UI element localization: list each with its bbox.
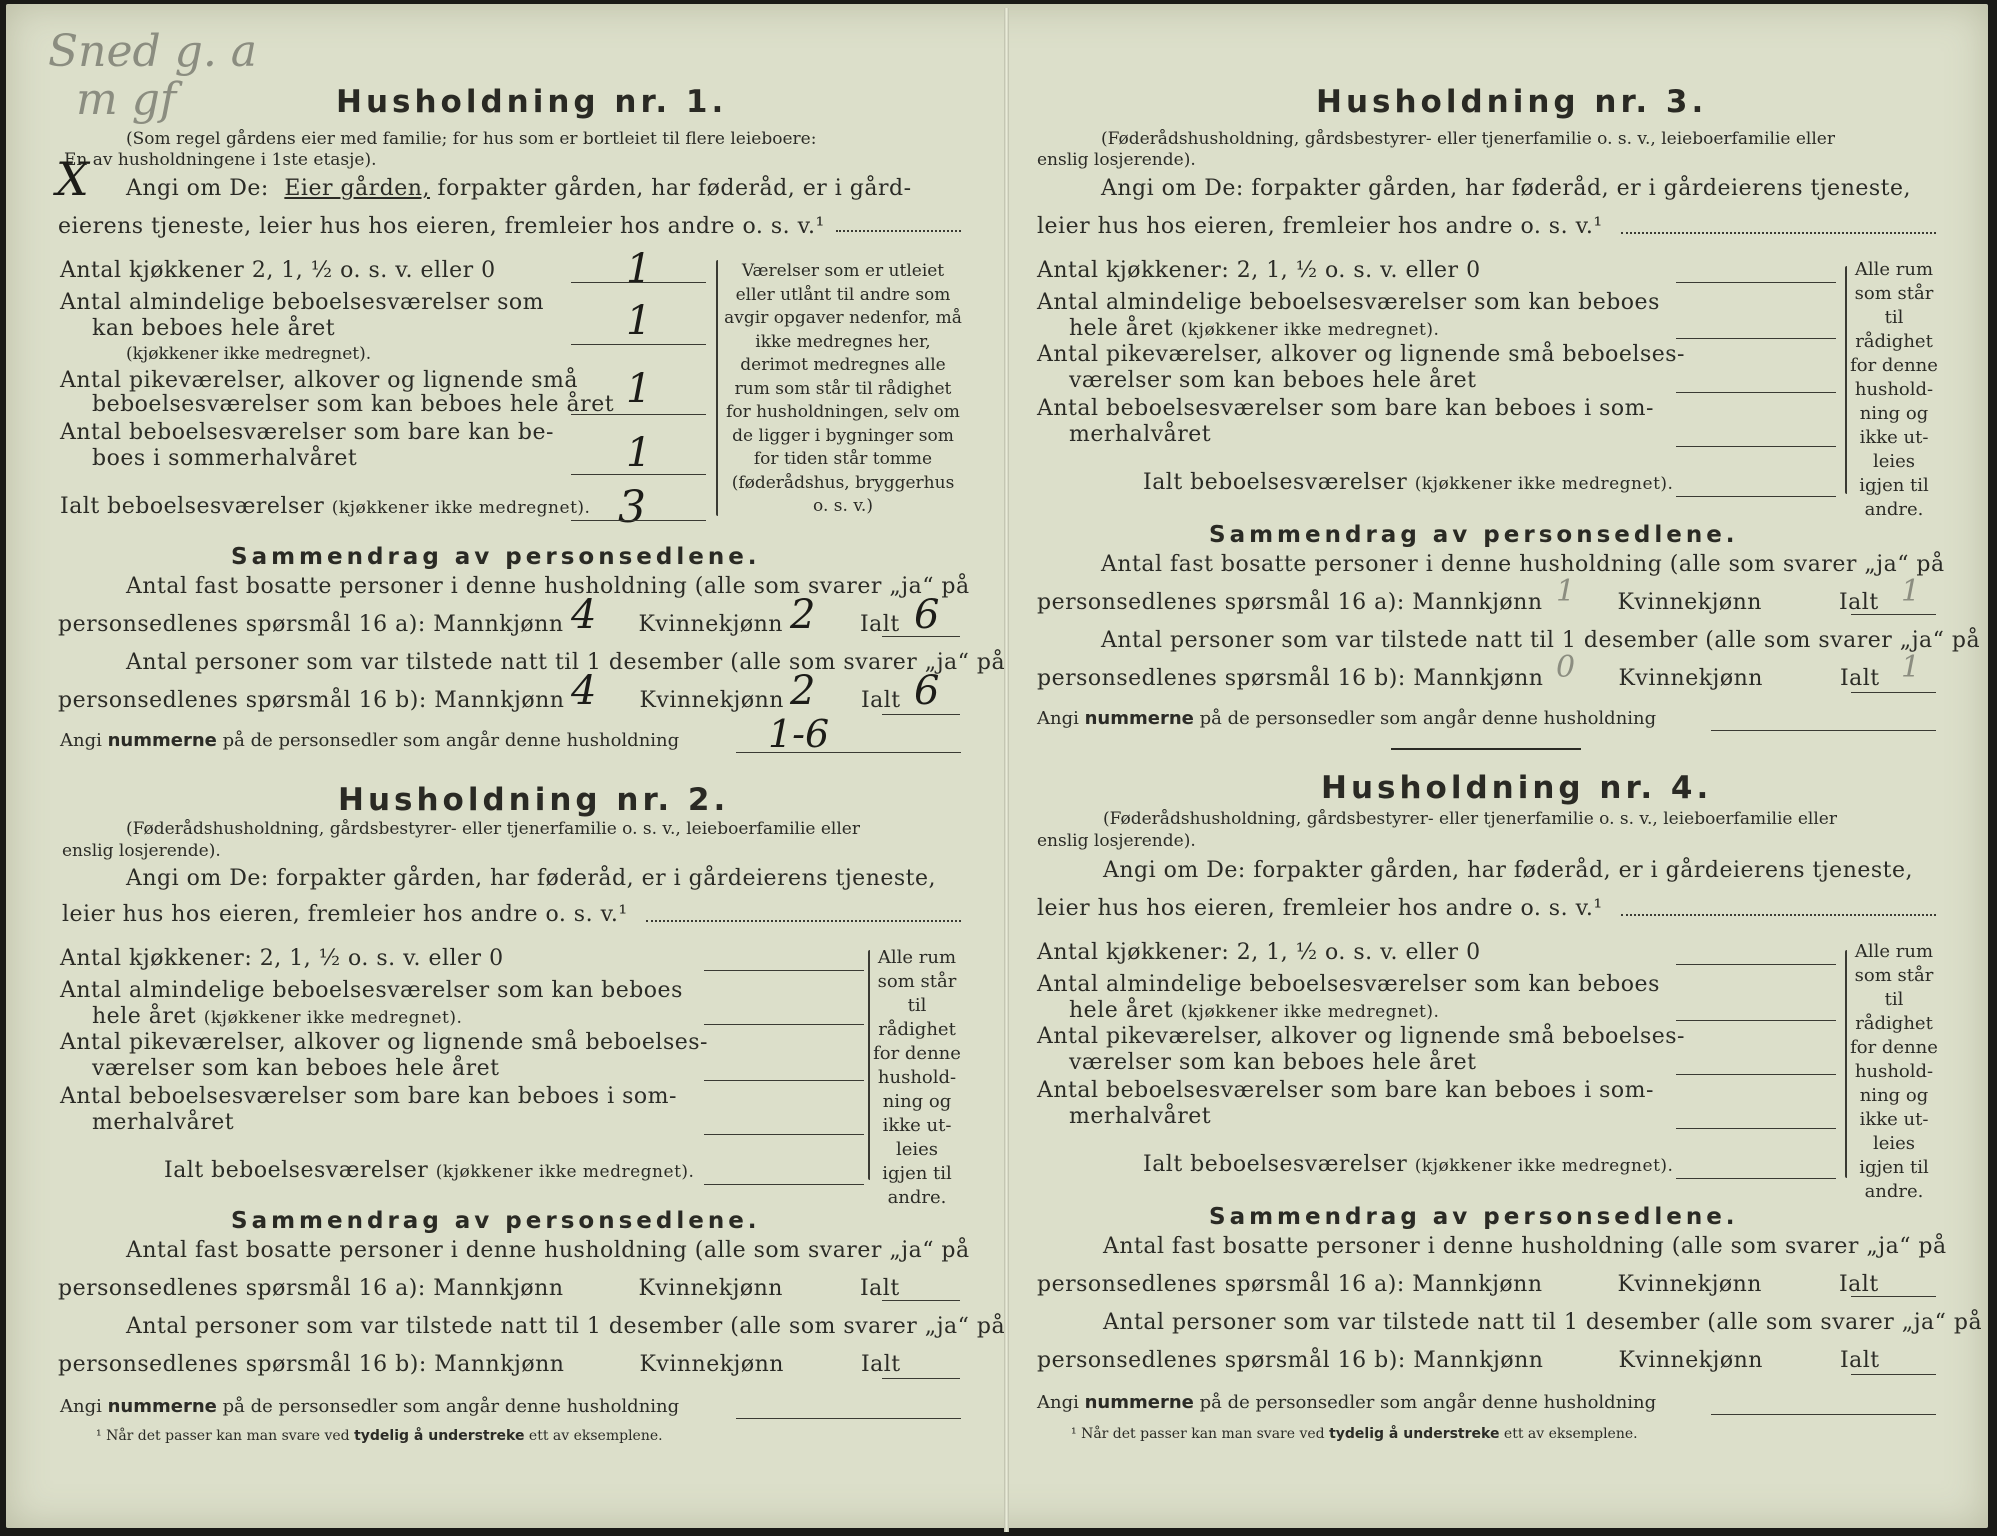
h3-s2-line1: Antal personer som var tilstede natt til 1 desember (alle som svarer „ja“ på [1101,628,1981,653]
h3-title: Husholdning nr. 3. [1316,84,1708,120]
h2-row1-label: Antal kjøkkener: 2, 1, ½ o. s. v. eller 0 [60,946,504,971]
h3-angi-line2: leier hus hos eieren, fremleier hos andre o. s. v.¹ [1037,214,1603,239]
h4-footnote: ¹ Når det passer kan man svare ved tydelig å understreke ett av eksemplene. [1071,1426,1638,1442]
h4-row2-label2: hele året (kjøkkener ikke medregnet). [1069,998,1440,1023]
h4-angi-line1: Angi om De: forpakter gården, har føderåd, er i gårdeierens tjeneste, [1103,858,1914,883]
h1-s1-line1: Antal fast bosatte personer i denne husholdning (alle som svarer „ja“ på [126,574,970,599]
h2-row4-label1: Antal beboelsesværelser som bare kan beboes i som- [60,1084,677,1109]
h3-note-line2: enslig losjerende). [1037,150,1196,170]
h3-row3-label2: værelser som kan beboes hele året [1069,368,1477,393]
h3-total-label: Ialt beboelsesværelser (kjøkkener ikke medregnet). [1143,470,1674,495]
h4-angi-line2: leier hus hos eieren, fremleier hos andre o. s. v.¹ [1037,896,1603,921]
h1-total-value: 3 [618,482,646,533]
h1-row4-label2: boes i sommerhalvåret [92,446,358,471]
h4-s1-line1: Antal fast bosatte personer i denne husholdning (alle som svarer „ja“ på [1103,1234,1947,1259]
h2-total-label: Ialt beboelsesværelser (kjøkkener ikke medregnet). [164,1158,695,1183]
h2-nummer-line: Angi nummerne på de personsedler som angår denne husholdning [60,1396,680,1417]
h1-total-label: Ialt beboelsesværelser (kjøkkener ikke medregnet). [60,494,591,519]
h4-note-line2: enslig losjerende). [1037,831,1196,851]
h3-row4-label2: merhalvåret [1069,422,1212,447]
h1-summary-title: Sammendrag av personsedlene. [231,544,761,570]
h1-angi-line2: eierens tjeneste, leier hus hos eieren, fremleier hos andre o. s. v.¹ [58,214,825,239]
h1-s1-kvinne: 2 [790,592,816,638]
h4-row4-label1: Antal beboelsesværelser som bare kan beboes i som- [1037,1078,1654,1103]
h4-total-label: Ialt beboelsesværelser (kjøkkener ikke medregnet). [1143,1152,1674,1177]
h1-note-line2: En av husholdningene i 1ste etasje). [64,150,377,170]
h1-s2-line1: Antal personer som var tilstede natt til 1 desember (alle som svarer „ja“ på [126,650,1006,675]
h3-bracket-text: Alle rum som står til rådighet for denne hushold-ning og ikke ut-leies igjen til andre. [1850,259,1938,520]
h1-check-mark: X [56,152,89,206]
h2-brace [868,950,870,1180]
h2-row4-label2: merhalvåret [92,1110,235,1135]
h4-row3-label1: Antal pikeværelser, alkover og lignende små beboelses- [1037,1024,1685,1049]
h2-note-line1: (Føderådshusholdning, gårdsbestyrer- eller tjenerfamilie o. s. v., leieboerfamilie eller [126,819,860,839]
h1-s1-ialt: 6 [914,592,940,638]
h4-nummer-line: Angi nummerne på de personsedler som angår denne husholdning [1037,1392,1657,1413]
pencil-note-line2: m gf [76,74,177,125]
h2-summary-title: Sammendrag av personsedlene. [231,1208,761,1234]
h1-angi-line1: Angi om De: Eier gården, forpakter gården, har føderåd, er i gård- [126,176,912,201]
h3-separator [1391,748,1581,750]
h1-row2-label2: kan beboes hele året [92,316,336,341]
h2-angi-line1: Angi om De: forpakter gården, har føderåd, er i gårdeierens tjeneste, [126,866,937,891]
h3-s2-line2: personsedlenes spørsmål 16 b): Mannkjønn Kvinnekjønn Ialt [1037,666,1880,691]
h4-row2-label1: Antal almindelige beboelsesværelser som kan beboes [1037,972,1660,997]
h1-row1-value: 1 [626,246,652,292]
h1-row3-value: 1 [626,366,652,412]
h1-brace [716,260,718,516]
h4-s1-line2: personsedlenes spørsmål 16 a): Mannkjønn Kvinnekjønn Ialt [1037,1272,1879,1297]
h3-s1-ialt: 1 [1901,574,1921,609]
h3-angi-line1: Angi om De: forpakter gården, har føderåd, er i gårdeierens tjeneste, [1101,176,1912,201]
h4-note-line1: (Føderådshusholdning, gårdsbestyrer- eller tjenerfamilie o. s. v., leieboerfamilie eller [1103,809,1837,829]
h3-brace [1845,266,1847,494]
h1-bracket-text: Værelser som er utleiet eller utlånt til andre som avgir opgaver nedenfor, må ikke medregnes her, derimot medregnes alle rum som står til rådighet for husholdningen, selv om de ligger i bygninger som for tiden står tomme (føderådshus, bryggerhus o. s. v.) [724,261,962,516]
h3-note-line1: (Føderådshusholdning, gårdsbestyrer- eller tjenerfamilie o. s. v., leieboerfamilie eller [1101,129,1835,149]
h4-title: Husholdning nr. 4. [1321,770,1713,806]
h4-row1-label: Antal kjøkkener: 2, 1, ½ o. s. v. eller 0 [1037,940,1481,965]
h1-title: Husholdning nr. 1. [336,84,728,120]
h3-row1-label: Antal kjøkkener: 2, 1, ½ o. s. v. eller 0 [1037,258,1481,283]
h4-s2-line1: Antal personer som var tilstede natt til 1 desember (alle som svarer „ja“ på [1103,1310,1983,1335]
h2-row3-label1: Antal pikeværelser, alkover og lignende små beboelses- [60,1030,708,1055]
h1-row2-value: 1 [626,298,652,344]
h2-row2-label2: hele året (kjøkkener ikke medregnet). [92,1004,463,1029]
h1-row3-label1: Antal pikeværelser, alkover og lignende små [60,368,578,393]
h2-footnote: ¹ Når det passer kan man svare ved tydelig å understreke ett av eksemplene. [96,1428,663,1444]
h1-nummer-line: Angi nummerne på de personsedler som angår denne husholdning [60,730,680,751]
h2-s2-line1: Antal personer som var tilstede natt til 1 desember (alle som svarer „ja“ på [126,1314,1006,1339]
h4-s2-line2: personsedlenes spørsmål 16 b): Mannkjønn Kvinnekjønn Ialt [1037,1348,1880,1373]
page-fold [1004,8,1009,1532]
h3-row2-label1: Antal almindelige beboelsesværelser som kan beboes [1037,290,1660,315]
h2-title: Husholdning nr. 2. [338,782,730,818]
h2-s1-line2: personsedlenes spørsmål 16 a): Mannkjønn Kvinnekjønn Ialt [58,1276,900,1301]
h1-row4-value: 1 [626,430,652,476]
h1-s2-kvinne: 2 [790,668,816,714]
h1-note-line1: (Som regel gårdens eier med familie; for hus som er bortleiet til flere leieboere: [126,129,817,149]
h2-bracket-text: Alle rum som står til rådighet for denne hushold-ning og ikke ut-leies igjen til andre. [873,947,961,1208]
h1-s2-mann: 4 [571,668,597,714]
pencil-note-line1: Sned g. a [48,26,258,77]
h1-s2-line2: personsedlenes spørsmål 16 b): Mannkjønn Kvinnekjønn Ialt [58,688,901,713]
h3-s2-ialt: 1 [1901,650,1921,685]
h3-s1-mann: 1 [1556,574,1576,609]
h4-summary-title: Sammendrag av personsedlene. [1209,1204,1739,1230]
h1-s1-line2: personsedlenes spørsmål 16 a): Mannkjønn Kvinnekjønn Ialt [58,612,900,637]
h4-bracket-text: Alle rum som står til rådighet for denne hushold-ning og ikke ut-leies igjen til andre. [1850,941,1938,1202]
h1-s1-mann: 4 [571,592,597,638]
h3-s1-line1: Antal fast bosatte personer i denne husholdning (alle som svarer „ja“ på [1101,552,1945,577]
h3-row3-label1: Antal pikeværelser, alkover og lignende små beboelses- [1037,342,1685,367]
h4-brace [1845,950,1847,1178]
h1-s2-ialt: 6 [914,668,940,714]
h3-summary-title: Sammendrag av personsedlene. [1209,522,1739,548]
h3-nummer-line: Angi nummerne på de personsedler som angår denne husholdning [1037,708,1657,729]
h1-row3-label2: beboelsesværelser som kan beboes hele året [92,392,615,417]
h1-owner-underlined: Eier gården, [284,176,430,201]
h1-row2-label3: (kjøkkener ikke medregnet). [126,344,372,364]
h4-row3-label2: værelser som kan beboes hele året [1069,1050,1477,1075]
h2-s2-line2: personsedlenes spørsmål 16 b): Mannkjønn Kvinnekjønn Ialt [58,1352,901,1377]
h1-nummer-value: 1-6 [768,712,830,756]
h3-row4-label1: Antal beboelsesværelser som bare kan beboes i som- [1037,396,1654,421]
h2-note-line2: enslig losjerende). [62,841,221,861]
h2-angi-line2: leier hus hos eieren, fremleier hos andre o. s. v.¹ [62,902,628,927]
h1-row2-label1: Antal almindelige beboelsesværelser som [60,290,545,315]
census-sheet [6,4,1988,1528]
h2-row2-label1: Antal almindelige beboelsesværelser som kan beboes [60,978,683,1003]
h3-row2-label2: hele året (kjøkkener ikke medregnet). [1069,316,1440,341]
h2-row3-label2: værelser som kan beboes hele året [92,1056,500,1081]
h3-s2-mann: 0 [1556,650,1576,685]
h3-s1-line2: personsedlenes spørsmål 16 a): Mannkjønn Kvinnekjønn Ialt [1037,590,1879,615]
h4-row4-label2: merhalvåret [1069,1104,1212,1129]
h1-row4-label1: Antal beboelsesværelser som bare kan be- [60,420,554,445]
h1-row1-label: Antal kjøkkener 2, 1, ½ o. s. v. eller 0 [60,258,496,283]
h2-s1-line1: Antal fast bosatte personer i denne husholdning (alle som svarer „ja“ på [126,1238,970,1263]
